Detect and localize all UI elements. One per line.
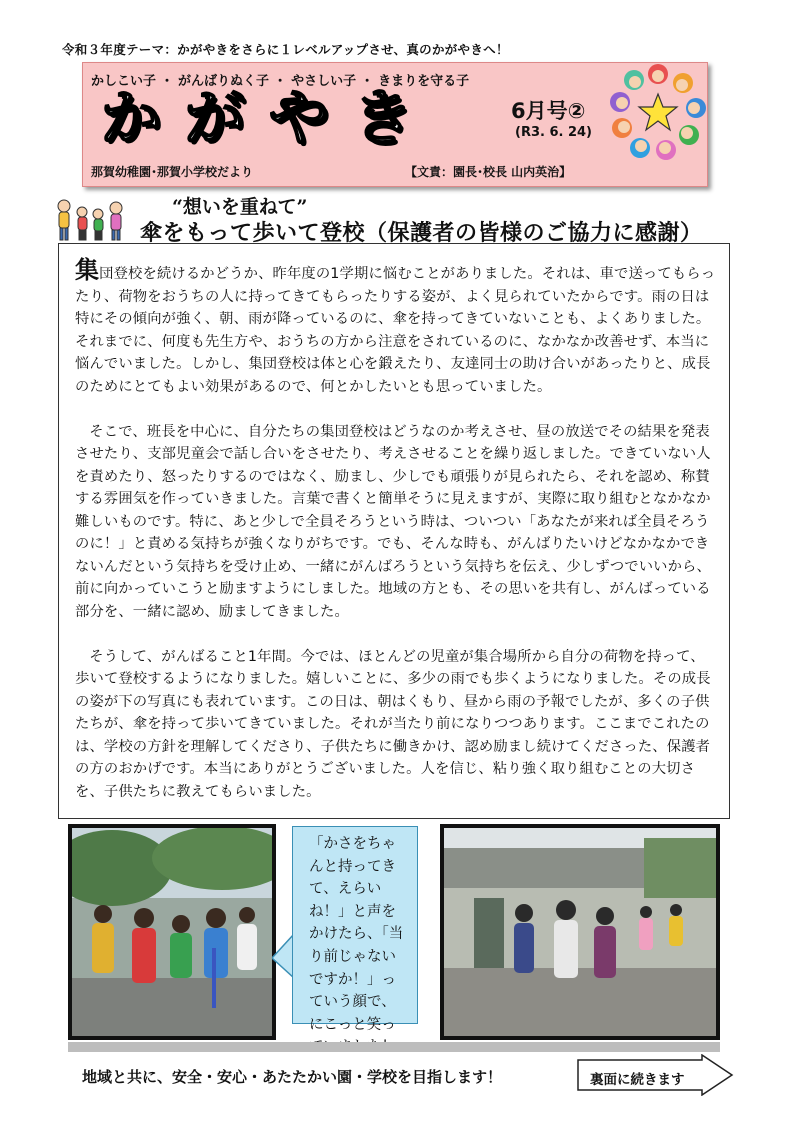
headline-subtitle: “想いを重ねて” <box>172 196 308 218</box>
children-walking-photo-1 <box>68 824 276 1040</box>
issue-number: 6月号② <box>511 99 586 123</box>
drop-cap: 集 <box>75 256 100 284</box>
school-ideals: かしこい子 ・ がんばりぬく子 ・ やさしい子 ・ きまりを守る子 <box>91 74 470 89</box>
article-paragraph-1 <box>75 258 719 398</box>
school-name: 那賀幼稚園･那賀小学校だより <box>91 165 254 179</box>
issue-date: (R3. 6. 24) <box>515 125 593 140</box>
star-icon <box>639 94 677 130</box>
editor-credit: 【文責：園長･校長 山内英治】 <box>405 165 572 179</box>
walking-children-icon <box>52 196 132 244</box>
children-walking-photo-2 <box>440 824 720 1040</box>
children-circle-logo <box>610 64 706 160</box>
speech-bubble: 「かさをちゃんと持ってきて、えらいね！」と声をかけたら、「当り前じゃないですか！」っていう顔で、にこっと笑っ <box>292 826 418 1024</box>
footer-divider <box>68 1042 720 1052</box>
annual-theme: 令和３年度テーマ：かがやきをさらに１レベルアップさせ、真のかがやきへ！ <box>62 42 509 57</box>
article-body <box>58 243 730 819</box>
continued-on-back-label: 裏面に続きます <box>590 1072 685 1088</box>
newsletter-title: かがやき <box>101 84 437 154</box>
article-paragraph-2: そこで、班長を中心に、自分たちの集団登校はどうなのか考えさせ、昼の放送でその結果を発表させたり、支部児童会で話し合いをさせたり、考えさせることを繰り返しました。できていない人を責めたり、怒ったりするのではなく、励まし、少しでも頑張りが見られたら、それを認め、称賛する雰囲気を作っていきました。言葉で書くと簡単そうに見えますが、実際に取り組むとなかなか難しいものです。特に、あと少しで全員そろうという時は、ついつい「あなたが来れば全員そろうのに！」と責める気持ちが強くなりがちです。でも、そんな時も、がんばりたいけどなかなかできないんだという気持ちを受け止め、一緒にがんばろうという気持ちを伝え、少しずつでいいから、前に向かっていこうと励ますようにしました。地域の方とも、その思いを共有し、がんばっている部分を、一緒に認め、励ましてきました。 <box>75 423 711 620</box>
article-paragraph-3: そうして、がんばること1年間。今では、ほとんどの児童が集合場所から自分の荷物を持って、歩いて登校するようになりました。嬉しいことに、多少の雨でも歩くようになりました。その成長の姿が下の写真にも表れています。この日は、朝はくもり、昼から雨の予報でしたが、多くの子供たちが、傘を持って歩いてきていました。それが当たり前になりつつあります。ここまでこれたのは、学校の方針を理解してくださり、子供たちに働きかけ、認め励まし続けてくださった、保護者の方のおかげです。本当にありがとうございました。人を信じ、粘り強く取り組むことの大切さを、子供たちに教えてもらいました。 <box>75 648 711 800</box>
paragraph-1-text: 団登校を続けるかどうか、昨年度の1学期に悩むことがありました。それは、車で送ってもらったり、荷物をおうちの人に持ってきてもらったりする姿が、よく見られていたからです。雨の日は特にその傾向が強く、朝、雨が降っているのに、傘を持ってきていないことも、よくありました。それまでに、何度も先生方や、おうちの方から注意をされているのに、なかなか改善せず、本当に悩んでいました。しかし、集団登校は体と心を鍛えたり、友達同士の助け合いがあったりと、成長のためにとてもよい効果があるので、何とかしたいとも思っていました。 <box>75 266 716 395</box>
article-headline: 傘をもって歩いて登校（保護者の皆様のご協力に感謝） <box>140 221 703 246</box>
school-motto: 地域と共に、安全・安心・あたたかい園・学校を目指します！ <box>82 1068 503 1086</box>
